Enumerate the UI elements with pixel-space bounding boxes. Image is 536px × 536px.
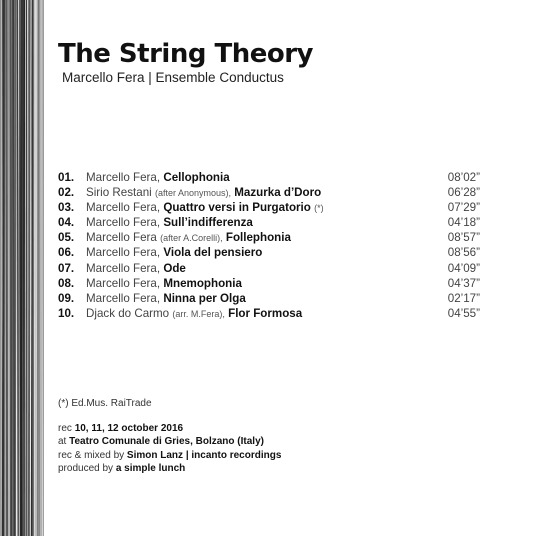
track-title: Sull’indifferenza <box>163 216 253 230</box>
track-title: Follephonia <box>225 231 291 245</box>
track-number: 09. <box>58 291 75 305</box>
credit-venue <box>58 435 281 448</box>
track-title: Ninna per Olga <box>163 291 246 305</box>
tracklist <box>58 170 480 321</box>
track-row <box>58 200 480 215</box>
credit-recording <box>58 422 281 435</box>
track-row <box>58 306 480 321</box>
track-title: Mazurka d’Doro <box>234 186 322 200</box>
track-title: Ode <box>163 261 186 275</box>
track-artist: Djack do Carmo <box>86 306 170 320</box>
track-duration: 08’56” <box>447 246 480 260</box>
track-title: Flor Formosa <box>228 306 303 320</box>
track-row <box>58 230 480 245</box>
track-note: (arr. M.Fera), <box>172 308 225 319</box>
track-artist: Marcello Fera, <box>86 261 161 275</box>
credit-value: Simon Lanz | incanto recordings <box>126 449 282 461</box>
track-number: 06. <box>58 246 75 260</box>
track-number: 08. <box>58 276 75 290</box>
track-artist: Marcello Fera, <box>86 276 161 290</box>
track-artist: Sirio Restani <box>86 186 152 200</box>
credit-value: 10, 11, 12 october 2016 <box>74 423 184 434</box>
track-number: 02. <box>58 186 75 200</box>
track-row <box>58 185 480 200</box>
track-duration: 08’02” <box>447 171 480 184</box>
track-title: Quattro versi in Purgatorio <box>163 201 311 215</box>
track-title: Mnemophonia <box>163 276 242 290</box>
credits <box>58 422 281 476</box>
credit-label: rec & mixed by <box>58 449 125 461</box>
track-title: Cellophonia <box>163 171 230 184</box>
track-row <box>58 170 480 185</box>
track-duration: 04’37” <box>447 276 480 290</box>
track-row <box>58 261 480 276</box>
footnote: (*) Ed.Mus. RaiTrade <box>58 398 152 409</box>
track-artist: Marcello Fera, <box>86 171 161 184</box>
track-row <box>58 291 480 306</box>
track-duration: 04’18” <box>447 216 480 230</box>
track-row <box>58 215 480 230</box>
credit-value: Teatro Comunale di Gries, Bolzano (Italy) <box>69 436 264 448</box>
string-texture-image <box>0 0 44 536</box>
credit-value: a simple lunch <box>115 463 186 475</box>
track-number: 04. <box>58 216 75 230</box>
track-duration: 04’55” <box>447 306 480 320</box>
album-subtitle: Marcello Fera | Ensemble Conductus <box>62 70 284 85</box>
track-description <box>86 276 242 291</box>
track-description <box>86 185 321 201</box>
track-note: (after Anonymous), <box>154 188 232 199</box>
track-duration: 06’28” <box>447 186 480 200</box>
track-duration: 04’09” <box>447 261 480 275</box>
track-artist: Marcello Fera, <box>86 201 161 215</box>
track-artist: Marcello Fera, <box>86 291 161 305</box>
track-mark: (*) <box>314 203 324 214</box>
track-artist: Marcello Fera <box>86 231 157 245</box>
credit-label: produced by <box>58 463 114 475</box>
track-row <box>58 245 480 260</box>
track-artist: Marcello Fera, <box>86 216 161 230</box>
credit-producer <box>58 462 281 475</box>
track-number: 03. <box>58 201 75 215</box>
track-duration: 07’29” <box>447 201 480 215</box>
track-row <box>58 276 480 291</box>
album-title: The String Theory <box>58 39 314 69</box>
track-artist: Marcello Fera, <box>86 246 161 260</box>
credit-mixing <box>58 449 281 462</box>
track-description <box>86 200 324 216</box>
track-number: 01. <box>58 171 75 184</box>
track-duration: 02’17” <box>447 291 480 305</box>
track-description <box>86 306 302 322</box>
track-description <box>86 170 230 185</box>
track-number: 05. <box>58 231 75 245</box>
track-note: (after A.Corelli), <box>160 233 223 244</box>
credit-label: at <box>58 436 67 448</box>
track-description <box>86 215 253 230</box>
track-number: 10. <box>58 306 75 320</box>
track-title: Viola del pensiero <box>163 246 263 260</box>
track-description <box>86 261 186 276</box>
credit-label: rec <box>58 423 72 434</box>
track-number: 07. <box>58 261 75 275</box>
track-description <box>86 291 246 306</box>
track-description <box>86 245 262 260</box>
track-duration: 08’57” <box>447 231 480 245</box>
track-description <box>86 230 291 246</box>
